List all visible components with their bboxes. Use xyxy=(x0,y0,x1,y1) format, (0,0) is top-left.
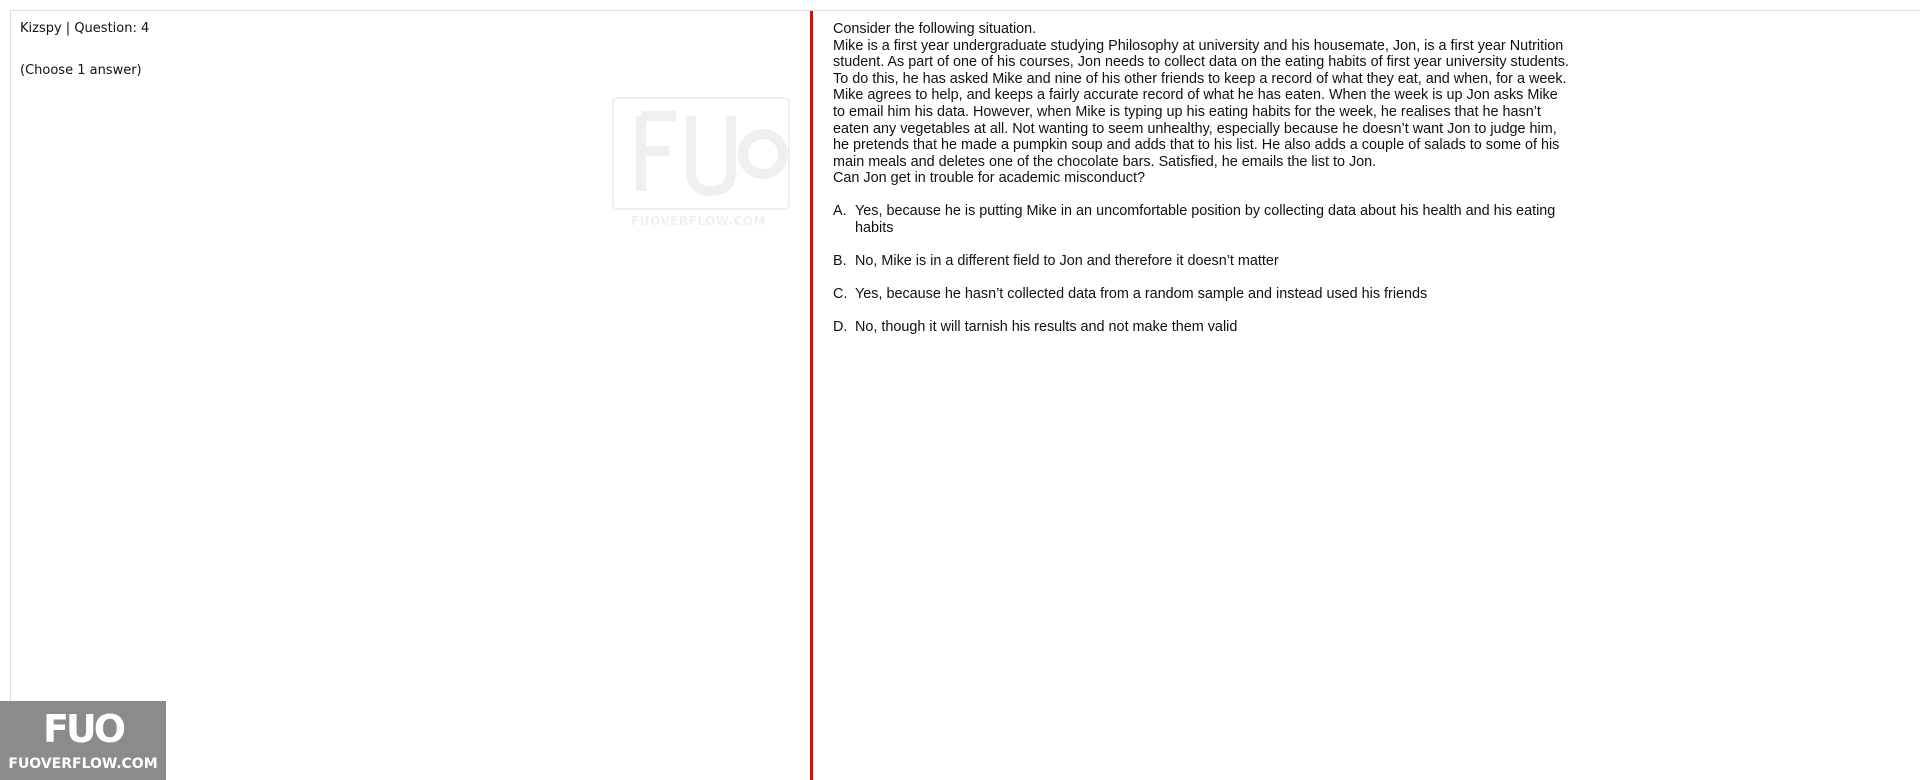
option-letter: C. xyxy=(833,285,848,302)
answer-option-d[interactable] xyxy=(833,319,1573,336)
question-content xyxy=(833,21,1573,352)
answer-option-c[interactable] xyxy=(833,286,1573,303)
option-text: Yes, because he is putting Mike in an uncomfortable position by collecting data about his health and his eating habits xyxy=(855,202,1556,236)
question-paragraph: Consider the following situation. xyxy=(833,21,1037,37)
fuo-watermark-icon xyxy=(611,96,791,211)
option-letter: A. xyxy=(833,202,847,219)
answer-option-a[interactable] xyxy=(833,203,1573,236)
fuo-logo: FUO xyxy=(42,707,124,751)
answer-option-b[interactable] xyxy=(833,253,1573,270)
option-text: No, though it will tarnish his results and not make them valid xyxy=(855,319,1238,336)
question-paragraph: Mike agrees to help, and keeps a fairly accurate record of what he has eaten. When the week is up Jon asks Mike to email him his data. However, when Mike is typing up his eating habits for the week, he realises that he hasn’t eaten any vegetables at all. Not wanting to seem unhealthy, especially because he doesn’t want Jon to judge him, he pretends that he made a pumpkin soup and adds that to his list. He also adds a couple of salads to some of his main meals and deletes one of the chocolate bars. Satisfied, he emails the list to Jon. xyxy=(833,87,1560,170)
watermark-logo-faint xyxy=(611,96,791,226)
question-panel xyxy=(10,10,1920,780)
answer-options xyxy=(833,203,1573,336)
option-letter: D. xyxy=(833,319,848,336)
question-title: Kizspy | Question: 4 xyxy=(20,21,150,36)
question-paragraph: Mike is a first year undergraduate studying Philosophy at university and his housemate, Jon, is a first year Nutrition student. As part of one of his courses, Jon needs to collect data on the eating habits of first year university students. To do this, he has asked Mike and nine of his other friends to keep a record of what they eat, and when, for a week. xyxy=(833,37,1569,87)
answer-instruction: (Choose 1 answer) xyxy=(20,63,142,78)
option-text: No, Mike is in a different field to Jon and therefore it doesn’t matter xyxy=(855,252,1279,269)
option-letter: B. xyxy=(833,252,847,269)
option-text: Yes, because he hasn’t collected data from a random sample and instead used his friends xyxy=(855,285,1428,302)
question-prompt: Can Jon get in trouble for academic misconduct? xyxy=(833,170,1145,187)
watermark-site-faint: FUOVERFLOW.COM xyxy=(631,214,766,228)
fuoverflow-site-label: FUOVERFLOW.COM xyxy=(8,756,158,772)
fuoverflow-badge xyxy=(0,701,166,780)
pane-divider xyxy=(810,11,813,780)
